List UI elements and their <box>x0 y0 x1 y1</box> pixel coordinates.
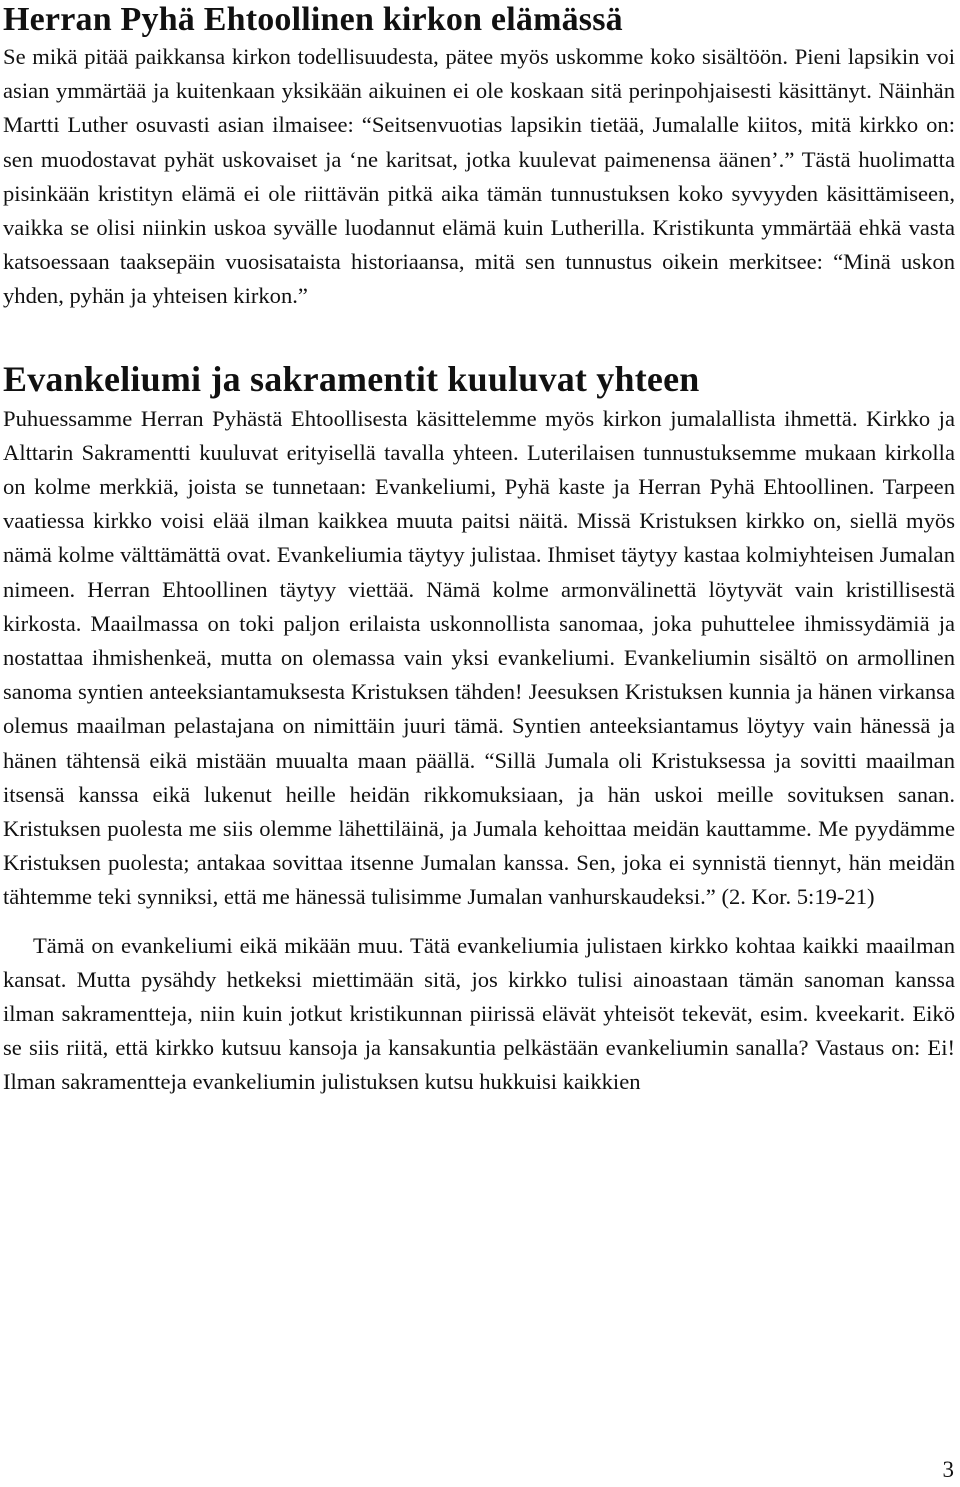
body-paragraph: Tämä on evankeliumi eikä mikään muu. Tätä evankeliumia julistaen kirkko kohtaa kaikki maailman kansat. Mutta pysähdy hetkeksi miettimään sitä, jos kirkko tulisi ainoastaan tämän sanoman kanssa ilman sakramentteja, niin kuin jotkut kristikunnan piirissä elävät yhteisöt tekevät, esim. kveekarit. Eikö se siis riitä, että kirkko kutsuu kansoja ja kansakuntia pelkästään evankeliumin sanalla? Vastaus on: Ei! Ilman sakramentteja evankeliumin julistuksen kutsu hukkuisi kaikkien <box>3 932 955 1095</box>
section-heading: Herran Pyhä Ehtoollinen kirkon elämässä <box>3 1 623 38</box>
document-page <box>3 0 955 1100</box>
section-heading: Evankeliumi ja sakramentit kuuluvat yhteen <box>3 358 700 399</box>
body-paragraph: Puhuessamme Herran Pyhästä Ehtoollisesta käsittelemme myös kirkon jumalallista ihmettä. Kirkko ja Alttarin Sakramentti kuuluvat erityisellä tavalla yhteen. Luterilaisen tunnustuksemme mukaan kirkolla on kolme merkkiä, joista se tunnetaan: Evankeliumi, Pyhä kaste ja Herran Pyhä Ehtoollinen. Tarpeen vaatiessa kirkko voisi elää ilman kaikkea muuta paitsi näitä. Missä Kristuksen kirkko on, siellä myös nämä kolme välttämättä ovat. Evankeliumia täytyy julistaa. Ihmiset täytyy kastaa kolmiyhteisen Jumalan nimeen. Herran Ehtoollinen täytyy viettää. Nämä kolme armonvälinettä löytyvät vain kristillisestä kirkosta. Maailmassa on toki paljon erilaista uskonnollista sanomaa, joka puhuttelee ihmissydämiä ja nostattaa ihmishenkeä, mutta on olemassa vain yksi evankeliumi. Evankeliumin sisältö on armollinen sanoma syntien anteeksiantamuksesta Kristuksen tähden! Jeesuksen Kristuksen kunnia ja hänen virkansa olemus maailman pelastajana on nimittäin juuri tämä. Syntien anteeksiantamus löytyy vain hänessä ja hänen tähtensä eikä mistään muualta maan päällä. “Sillä Jumala oli Kristuksessa ja sovitti maailman itsensä kanssa eikä lukenut heille heidän rikkomuksiaan, ja hän uskoi meille sovituksen sanan. Kristuksen puolesta me siis olemme lähettiläinä, ja Jumala kehoittaa meidän kauttamme. Me pyydämme Kristuksen puolesta; antakaa sovittaa itsenne Jumalan kanssa. Sen, joka ei synnistä tiennyt, hän meidän tähtemme teki synniksi, että me hänessä tulisimme Jumalan vanhurskaudeksi.” (2. Kor. 5:19-21) <box>3 405 955 910</box>
page-number: 3 <box>942 1457 954 1482</box>
section-lords-supper <box>3 0 955 314</box>
section-gospel-and-sacraments <box>3 358 955 1100</box>
body-paragraph: Se mikä pitää paikkansa kirkon todellisuudesta, pätee myös uskomme koko sisältöön. Pieni lapsikin voi asian ymmärtää ja kuitenkaan yksikään aikuinen ei ole koskaan sitä perinpohjaisesti käsittänyt. Näinhän Martti Luther osuvasti asian ilmaisee: “Seitsenvuotias lapsikin tietää, Jumalalle kiitos, mitä kirkko on: sen muodostavat pyhät uskovaiset ja ‘ne karitsat, jotka kuulevat paimenensa äänen’.” Tästä huolimatta pisinkään kristityn elämä ei ole riittävän pitkä aika tämän tunnustuksen koko syvyyden käsittämiseen, vaikka se olisi niinkin uskoa syvälle luodannut elämä kuin Lutherilla. Kristikunta ymmärtää ehkä vasta katsoessaan taaksepäin vuosisataista historiaansa, mitä sen tunnustus oikein merkitsee: “Minä uskon yhden, pyhän ja yhteisen kirkon.” <box>3 44 955 309</box>
